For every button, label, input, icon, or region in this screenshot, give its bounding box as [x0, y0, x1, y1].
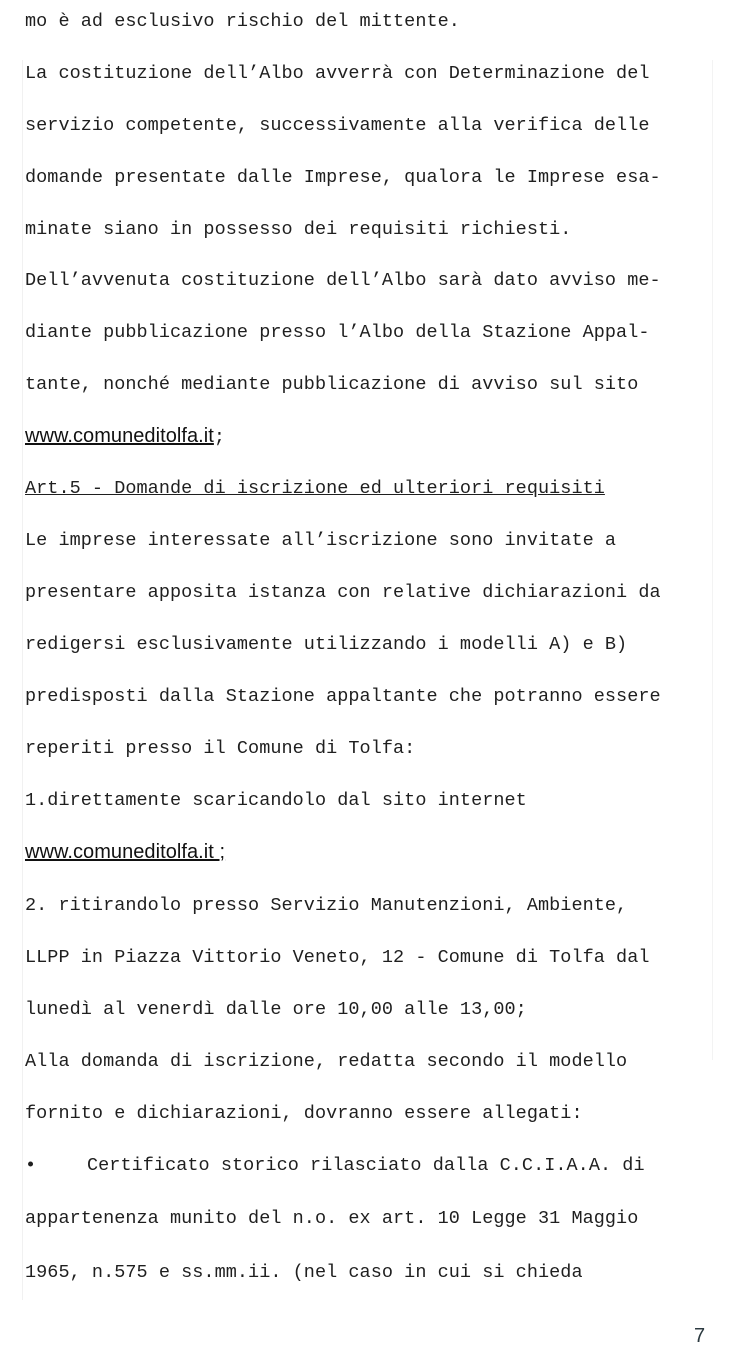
text-line: lunedì al venerdì dalle ore 10,00 alle 13,00; — [25, 999, 527, 1020]
text-line: 2. ritirandolo presso Servizio Manutenzioni, Ambiente, — [25, 895, 628, 916]
website-link-line — [25, 839, 225, 867]
text-line: predisposti dalla Stazione appaltante che potranno essere — [25, 686, 661, 707]
website-link[interactable]: www.comuneditolfa.it — [25, 425, 214, 447]
bullet-icon: • — [25, 1155, 37, 1176]
text-line: appartenenza munito del n.o. ex art. 10 Legge 31 Maggio — [25, 1208, 639, 1229]
text-line: LLPP in Piazza Vittorio Veneto, 12 - Comune di Tolfa dal — [25, 947, 650, 968]
page-number: 7 — [694, 1325, 706, 1347]
link-suffix: ; — [213, 427, 226, 448]
text-line: Dell’avvenuta costituzione dell’Albo sarà dato avviso me- — [25, 270, 661, 291]
text-line: fornito e dichiarazioni, dovranno essere allegati: — [25, 1103, 583, 1124]
text-line: diante pubblicazione presso l’Albo della Stazione Appal- — [25, 322, 650, 343]
text-line: reperiti presso il Comune di Tolfa: — [25, 738, 416, 759]
text-line: mo è ad esclusivo rischio del mittente. — [25, 11, 460, 32]
text-line: servizio competente, successivamente alla verifica delle — [25, 115, 650, 136]
text-line: 1965, n.575 e ss.mm.ii. (nel caso in cui si chieda — [25, 1262, 583, 1283]
text-line: La costituzione dell’Albo avverrà con Determinazione del — [25, 63, 650, 84]
section-heading: Art.5 - Domande di iscrizione ed ulteriori requisiti — [25, 478, 605, 499]
text-line: redigersi esclusivamente utilizzando i modelli A) e B) — [25, 634, 628, 655]
text-line: presentare apposita istanza con relative dichiarazioni da — [25, 582, 661, 603]
website-link-line — [25, 423, 225, 451]
scan-margin-line — [22, 60, 23, 1300]
text-line: tante, nonché mediante pubblicazione di avviso sul sito — [25, 374, 639, 395]
text-line: Alla domanda di iscrizione, redatta secondo il modello — [25, 1051, 628, 1072]
scan-margin-line — [712, 60, 713, 1060]
text-line: 1.direttamente scaricandolo dal sito internet — [25, 790, 527, 811]
text-line: domande presentate dalle Imprese, qualora le Imprese esa- — [25, 167, 661, 188]
bullet-item — [25, 1153, 645, 1179]
text-line: Le imprese interessate all’iscrizione sono invitate a — [25, 530, 617, 551]
bullet-text: Certificato storico rilasciato dalla C.C.I.A.A. di — [87, 1155, 645, 1176]
website-link[interactable]: www.comuneditolfa.it ; — [25, 841, 226, 863]
text-line: minate siano in possesso dei requisiti richiesti. — [25, 219, 572, 240]
